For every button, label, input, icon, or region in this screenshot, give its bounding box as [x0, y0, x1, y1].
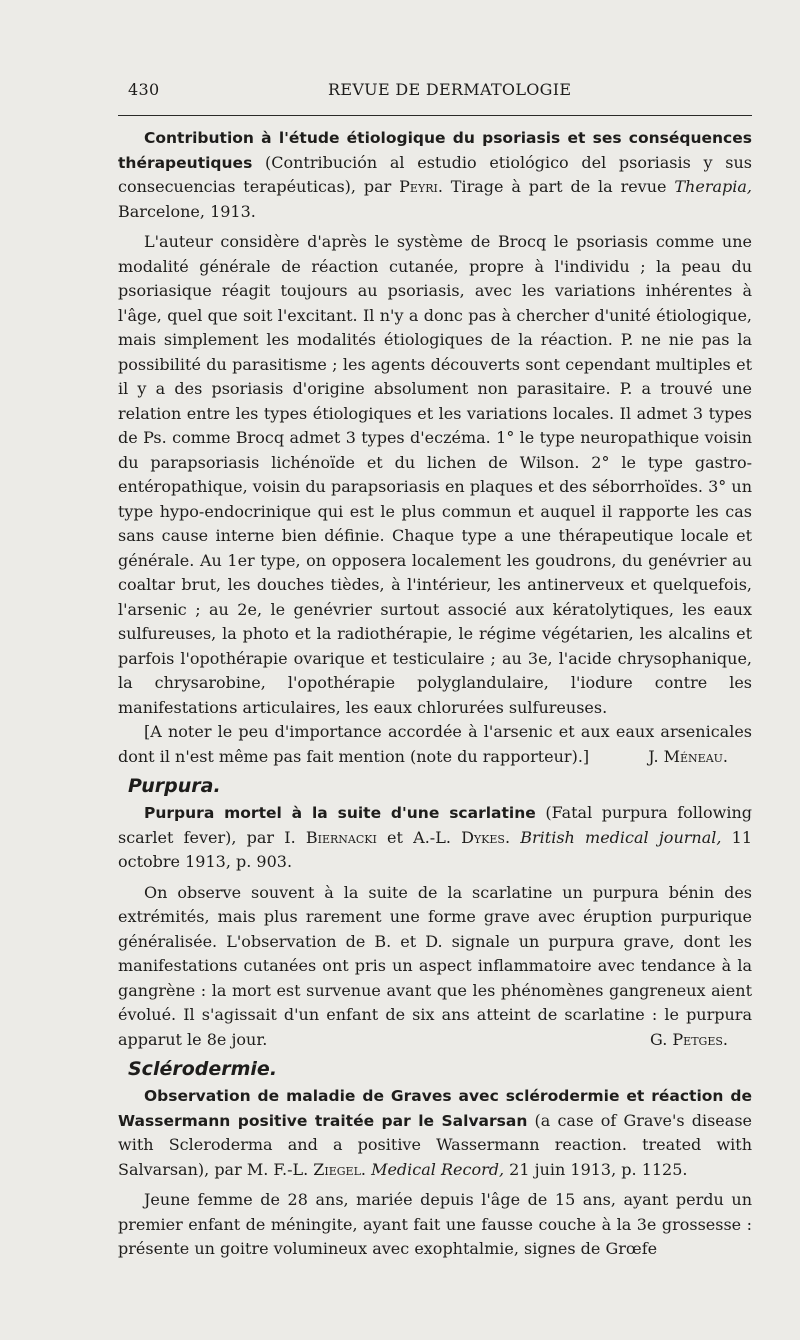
source-journal: Therapia, [674, 177, 752, 196]
article-title: Contribution à l'étude étiologique du psoriasis et ses conséquences thérapeutiques [118, 129, 752, 172]
reference-text: . Tirage à part de la revue [437, 177, 675, 196]
running-head [118, 70, 752, 110]
article-reference-purpura [118, 801, 752, 875]
author-name: Peyri [399, 177, 438, 196]
reference-text: Barcelone, 1913. [118, 201, 256, 221]
section-heading-purpura: Purpura. [128, 775, 221, 797]
journal-title: REVUE DE DERMATOLOGIE [328, 80, 572, 99]
reference-text: (a case of Grave's disease with Scleroderma and a positive Wassermann reaction. treated with Salvarsan), par [118, 1110, 752, 1179]
page [118, 70, 752, 1262]
page-number: 430 [128, 80, 160, 99]
article-reference-graves [118, 1084, 752, 1182]
source-journal: British medical journal, [520, 827, 722, 847]
article-body-psoriasis: L'auteur considère d'après le système de Brocq le psoriasis comme une modalité générale de réaction cutanée, propre à l'individu ; la peau du psoriasique réagit toujours au psoriasis, avec les variations inhérentes à l'âge, quel que soit l'excitant. Il n'y a donc pas à chercher d'unité étiologique, mais simplement les modalités étiologiques de la réaction. P. ne nie pas la possibilité du parasitisme ; les agents découverts sont cependant multiples et il y a des psoriasis d'origine absolument non parasitaire. P. a trouvé une relation entre les types étiologiques et les variations locales. Il admet 3 types de Ps. comme Brocq admet 3 types d'eczéma. 1° le type neuropathique voisin du parapsoriasis lichénoïde et du lichen de Wilson. 2° le type gastro-entéropathique, voisin du parapsoriasis en plaques et des séborrhoïdes. 3° un type hypo-endocrinique qui est le plus commun et auquel il rapporte les cas sans cause interne bien définie. Chaque type a une thérapeutique locale et générale. Au 1er type, on opposera localement les goudrons, du genévrier au coaltar brut, les douches tièdes, à l'intérieur, les antinerveux et quelquefois, l'arsenic ; au 2e, le genévrier surtout associé aux kératolytiques, les eaux sulfureuses, la photo et la radiothérapie, le régime végétarien, les alcalins et parfois l'opothérapie ovarique et testiculaire ; au 3e, l'acide chrysophanique, la chrysarobine, l'opothérapie polyglandulaire, l'iodure contre les manifestations articulaires, les eaux chlorurées sulfureuses. [118, 232, 752, 717]
article-body-graves: Jeune femme de 28 ans, mariée depuis l'âge de 15 ans, ayant perdu un premier enfant de méningite, ayant fait une fausse couche à la 3e grossesse : présente un goitre volumineux avec exophtalmie, signes de Grœfe [118, 1190, 752, 1258]
note-text: [A noter le peu d'importance accordée à l'arsenic et aux eaux arsenicales dont il n'est même pas fait mention (note du rapporteur).] [118, 722, 752, 766]
header-rule [118, 115, 752, 116]
article-body-purpura [118, 881, 752, 1053]
reference-text: et [376, 827, 414, 847]
reference-text: . [360, 1159, 372, 1179]
article-reference-psoriasis [118, 126, 752, 224]
reviewer-signature: G. Petges. [650, 1029, 728, 1049]
author-name: M. F.-L. Ziegel [246, 1159, 361, 1179]
reference-text: (Contribución al estudio etiológico del psoriasis y sus consecuencias terapéuticas), par [118, 152, 752, 196]
reviewer-signature: J. Méneau. [648, 746, 728, 766]
article-title: Observation de maladie de Graves avec sclérodermie et réaction de Wassermann positive traitée par le Salvarsan [118, 1087, 752, 1130]
reference-text: (Fatal purpura following scarlet fever), par [118, 803, 752, 847]
article-title: Purpura mortel à la suite d'une scarlatine [144, 804, 536, 822]
editor-note [118, 720, 752, 769]
source-journal: Medical Record, [371, 1159, 505, 1179]
author-name: A.-L. Dykes [413, 827, 505, 847]
body-text: On observe souvent à la suite de la scarlatine un purpura bénin des extrémités, mais plus rarement une forme grave avec éruption purpurique généralisée. L'observation de B. et D. signale un purpura grave, dont les manifestations cutanées ont pris un aspect inflammatoire avec tendance à la gangrène : la mort est survenue avant que les phénomènes gangreneux aient évolué. Il s'agissait d'un enfant de six ans atteint de scarlatine : le purpura apparut le 8e jour. [118, 882, 752, 1049]
reference-text: 11 octobre 1913, p. 903. [118, 827, 752, 871]
reference-text: . [504, 827, 521, 847]
author-name: I. Biernacki [284, 827, 377, 847]
section-heading-sclerodermie: Sclérodermie. [128, 1058, 278, 1080]
reference-text: 21 juin 1913, p. 1125. [504, 1159, 688, 1179]
